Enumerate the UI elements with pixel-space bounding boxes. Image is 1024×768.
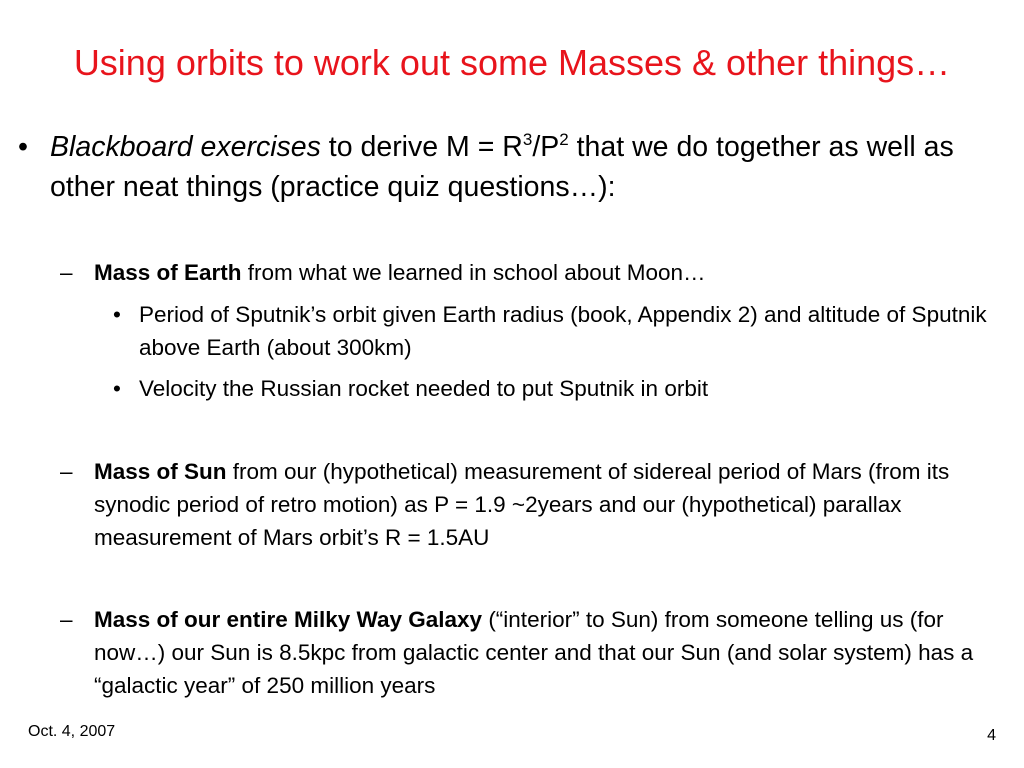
subbullet-marker: •	[113, 376, 121, 401]
main-bullet-text-after: that we do together as well as other neat things (practice quiz questions…):	[50, 131, 954, 203]
slide-title: Using orbits to work out some Masses & other things…	[73, 42, 951, 83]
formula-slash-p: /P	[532, 131, 560, 163]
item-rest: (“interior” to Sun) from someone telling us (for now…) our Sun is 8.5kpc from galactic center and that our Sun (and solar system) has a “galactic year” of 250 million years	[94, 607, 974, 698]
item-mass-of-galaxy	[60, 603, 1015, 702]
formula-superscript-2: 2	[559, 130, 569, 149]
item-text	[94, 455, 1015, 554]
footer-date: Oct. 4, 2007	[28, 723, 116, 740]
page-number: 4	[987, 727, 996, 744]
subitem-text: Velocity the Russian rocket needed to put Sputnik in orbit	[139, 376, 709, 401]
item-bold: Mass of Sun	[94, 459, 227, 484]
item-mass-of-sun	[60, 455, 1015, 554]
subitem-sputnik-period	[113, 298, 1013, 364]
main-bullet	[18, 127, 1008, 207]
item-text	[94, 603, 1015, 702]
main-bullet-text	[50, 127, 1008, 207]
main-bullet-text-before: to derive M = R	[320, 131, 523, 163]
item-rest: from what we learned in school about Moon…	[241, 260, 706, 285]
item-rest: from our (hypothetical) measurement of sidereal period of Mars (from its synodic period of retro motion) as P = 1.9 ~2years and our (hypothetical) parallax measurement of Mars orbit’s R = 1.5AU	[94, 459, 950, 550]
subitem-rocket-velocity	[113, 372, 1013, 405]
main-bullet-italic: Blackboard exercises	[50, 131, 321, 163]
item-bold: Mass of Earth	[94, 260, 242, 285]
dash-marker: –	[60, 459, 73, 484]
item-bold: Mass of our entire Milky Way Galaxy	[94, 607, 483, 632]
formula-superscript-3: 3	[522, 130, 533, 149]
bullet-marker: •	[18, 131, 28, 163]
subbullet-marker: •	[113, 302, 121, 327]
dash-marker: –	[60, 260, 73, 285]
subitem-text: Period of Sputnik’s orbit given Earth radius (book, Appendix 2) and altitude of Sputnik above Earth (about 300km)	[139, 302, 987, 360]
item-mass-of-earth	[60, 256, 1015, 289]
item-text	[94, 256, 1015, 289]
dash-marker: –	[60, 607, 73, 632]
